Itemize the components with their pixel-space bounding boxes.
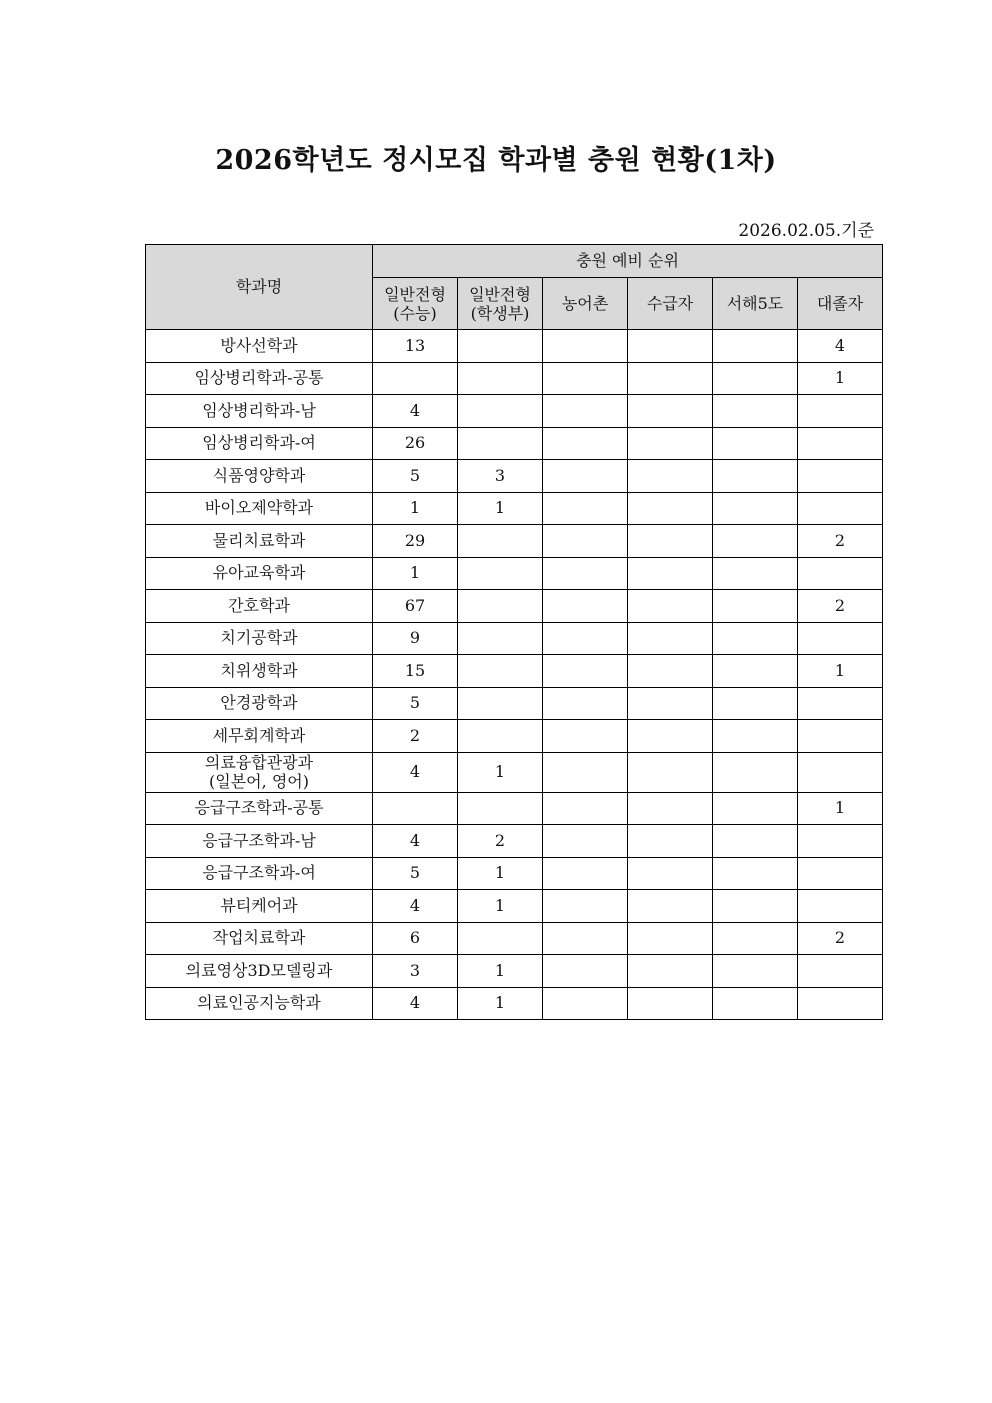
value-cell: [458, 792, 543, 825]
column-header: [373, 278, 458, 330]
value-cell: 1: [373, 557, 458, 590]
value-cell: [798, 687, 883, 720]
value-cell: [713, 890, 798, 923]
value-cell: [458, 395, 543, 428]
group-header: 충원 예비 순위: [373, 245, 883, 278]
value-cell: [458, 590, 543, 623]
table-row: [146, 687, 883, 720]
dept-name-cell: 뷰티케어과: [146, 890, 373, 923]
value-cell: [713, 525, 798, 558]
value-cell: [713, 752, 798, 792]
table-row: [146, 922, 883, 955]
value-cell: [798, 825, 883, 858]
table-body: [146, 330, 883, 1020]
value-cell: [713, 492, 798, 525]
table-row: [146, 362, 883, 395]
value-cell: [798, 857, 883, 890]
value-cell: [543, 857, 628, 890]
value-cell: 1: [458, 955, 543, 988]
value-cell: [628, 857, 713, 890]
value-cell: [713, 362, 798, 395]
value-cell: [543, 825, 628, 858]
dept-name-cell: 세무회계학과: [146, 720, 373, 753]
value-cell: [628, 752, 713, 792]
value-cell: [458, 330, 543, 363]
dept-name-cell: 응급구조학과-여: [146, 857, 373, 890]
dept-name-cell: 응급구조학과-공통: [146, 792, 373, 825]
table-row: [146, 330, 883, 363]
dept-name-cell: 치위생학과: [146, 655, 373, 688]
dept-name-cell: 임상병리학과-남: [146, 395, 373, 428]
value-cell: 5: [373, 687, 458, 720]
value-cell: [458, 427, 543, 460]
value-cell: [713, 825, 798, 858]
value-cell: [543, 557, 628, 590]
dept-name-cell: 응급구조학과-남: [146, 825, 373, 858]
value-cell: 26: [373, 427, 458, 460]
value-cell: [628, 922, 713, 955]
table-row: [146, 590, 883, 623]
value-cell: 1: [458, 857, 543, 890]
value-cell: [798, 622, 883, 655]
value-cell: [628, 955, 713, 988]
value-cell: [628, 427, 713, 460]
dept-name-cell: 물리치료학과: [146, 525, 373, 558]
value-cell: [713, 460, 798, 493]
value-cell: 2: [798, 590, 883, 623]
column-header-line1: 수급자: [646, 294, 694, 313]
value-cell: 1: [458, 987, 543, 1020]
value-cell: [713, 955, 798, 988]
table-row: [146, 622, 883, 655]
value-cell: [458, 922, 543, 955]
value-cell: [713, 922, 798, 955]
value-cell: [628, 362, 713, 395]
dept-name-cell: 치기공학과: [146, 622, 373, 655]
column-header-line1: 서해5도: [726, 294, 784, 313]
value-cell: [713, 622, 798, 655]
value-cell: [543, 330, 628, 363]
value-cell: [458, 362, 543, 395]
value-cell: 4: [798, 330, 883, 363]
value-cell: [543, 955, 628, 988]
column-header: [713, 278, 798, 330]
table-row: [146, 395, 883, 428]
table-row: [146, 655, 883, 688]
value-cell: [798, 427, 883, 460]
recruitment-table: [145, 244, 883, 1020]
value-cell: [628, 330, 713, 363]
value-cell: [543, 890, 628, 923]
value-cell: [713, 687, 798, 720]
value-cell: [543, 655, 628, 688]
value-cell: 5: [373, 857, 458, 890]
column-header: [798, 278, 883, 330]
value-cell: [798, 395, 883, 428]
value-cell: 4: [373, 825, 458, 858]
value-cell: [543, 987, 628, 1020]
value-cell: [713, 987, 798, 1020]
value-cell: [543, 687, 628, 720]
dept-name-cell: [146, 752, 373, 792]
value-cell: [458, 687, 543, 720]
value-cell: [373, 362, 458, 395]
dept-name-cell: 임상병리학과-공통: [146, 362, 373, 395]
value-cell: [628, 792, 713, 825]
value-cell: [713, 557, 798, 590]
value-cell: 67: [373, 590, 458, 623]
value-cell: [543, 525, 628, 558]
value-cell: [628, 655, 713, 688]
value-cell: [628, 492, 713, 525]
dept-name-cell: 간호학과: [146, 590, 373, 623]
value-cell: [713, 720, 798, 753]
value-cell: 3: [458, 460, 543, 493]
dept-name-line2: (일본어, 영어): [209, 772, 309, 791]
table-row: [146, 987, 883, 1020]
value-cell: [628, 987, 713, 1020]
value-cell: 15: [373, 655, 458, 688]
value-cell: [458, 557, 543, 590]
value-cell: [713, 792, 798, 825]
value-cell: 4: [373, 395, 458, 428]
table-row: [146, 427, 883, 460]
dept-name-cell: 방사선학과: [146, 330, 373, 363]
value-cell: [543, 362, 628, 395]
dept-name-cell: 임상병리학과-여: [146, 427, 373, 460]
value-cell: 2: [798, 525, 883, 558]
column-header-line2: (학생부): [470, 303, 530, 323]
value-cell: 5: [373, 460, 458, 493]
value-cell: 2: [373, 720, 458, 753]
value-cell: 1: [798, 792, 883, 825]
value-cell: [798, 890, 883, 923]
value-cell: 3: [373, 955, 458, 988]
value-cell: [543, 590, 628, 623]
value-cell: [543, 752, 628, 792]
dept-name-cell: 유아교육학과: [146, 557, 373, 590]
value-cell: 2: [798, 922, 883, 955]
dept-name-cell: 의료영상3D모델링과: [146, 955, 373, 988]
value-cell: 4: [373, 987, 458, 1020]
value-cell: [713, 590, 798, 623]
column-header-line1: 농어촌: [561, 294, 609, 313]
table-row: [146, 955, 883, 988]
column-header-line1: 일반전형: [384, 284, 446, 304]
value-cell: [713, 395, 798, 428]
value-cell: [628, 590, 713, 623]
table-row: [146, 492, 883, 525]
value-cell: [798, 460, 883, 493]
column-header: [543, 278, 628, 330]
table-row: [146, 792, 883, 825]
value-cell: [543, 792, 628, 825]
value-cell: 6: [373, 922, 458, 955]
value-cell: 1: [798, 655, 883, 688]
value-cell: [458, 655, 543, 688]
value-cell: [798, 987, 883, 1020]
column-header-line1: 대졸자: [816, 294, 864, 313]
value-cell: [628, 720, 713, 753]
value-cell: [543, 922, 628, 955]
value-cell: [543, 622, 628, 655]
value-cell: [798, 557, 883, 590]
table-row: [146, 460, 883, 493]
value-cell: 1: [798, 362, 883, 395]
value-cell: [543, 460, 628, 493]
value-cell: [713, 330, 798, 363]
value-cell: 1: [458, 752, 543, 792]
value-cell: [798, 955, 883, 988]
value-cell: 4: [373, 890, 458, 923]
column-header-line2: (수능): [393, 303, 437, 323]
value-cell: 4: [373, 752, 458, 792]
value-cell: [628, 525, 713, 558]
value-cell: [543, 720, 628, 753]
value-cell: [628, 622, 713, 655]
table-row: [146, 720, 883, 753]
value-cell: 1: [458, 890, 543, 923]
value-cell: [543, 492, 628, 525]
column-header: [628, 278, 713, 330]
value-cell: [798, 492, 883, 525]
value-cell: 2: [458, 825, 543, 858]
table-row: [146, 525, 883, 558]
value-cell: [458, 525, 543, 558]
value-cell: [628, 460, 713, 493]
dept-name-cell: 바이오제약학과: [146, 492, 373, 525]
page-title: 2026학년도 정시모집 학과별 충원 현황(1차): [215, 145, 777, 176]
base-date: 2026.02.05.기준: [738, 221, 874, 241]
value-cell: 13: [373, 330, 458, 363]
value-cell: [713, 857, 798, 890]
dept-header: 학과명: [146, 245, 373, 330]
value-cell: [713, 655, 798, 688]
table-row: [146, 557, 883, 590]
dept-name-line1: 의료융합관광과: [204, 753, 314, 772]
dept-name-cell: 안경광학과: [146, 687, 373, 720]
value-cell: [628, 687, 713, 720]
value-cell: 29: [373, 525, 458, 558]
value-cell: [373, 792, 458, 825]
value-cell: [458, 720, 543, 753]
column-header: [458, 278, 543, 330]
value-cell: [713, 427, 798, 460]
dept-name-cell: 작업치료학과: [146, 922, 373, 955]
value-cell: [458, 622, 543, 655]
value-cell: [628, 395, 713, 428]
value-cell: 1: [373, 492, 458, 525]
value-cell: [628, 825, 713, 858]
table-row: [146, 890, 883, 923]
value-cell: [543, 427, 628, 460]
value-cell: [543, 395, 628, 428]
value-cell: 9: [373, 622, 458, 655]
value-cell: [628, 890, 713, 923]
dept-name-cell: 식품영양학과: [146, 460, 373, 493]
value-cell: 1: [458, 492, 543, 525]
column-header-line1: 일반전형: [469, 284, 531, 304]
table-row: [146, 825, 883, 858]
value-cell: [628, 557, 713, 590]
table-row: [146, 752, 883, 792]
dept-name-cell: 의료인공지능학과: [146, 987, 373, 1020]
table-row: [146, 857, 883, 890]
value-cell: [798, 752, 883, 792]
value-cell: [798, 720, 883, 753]
